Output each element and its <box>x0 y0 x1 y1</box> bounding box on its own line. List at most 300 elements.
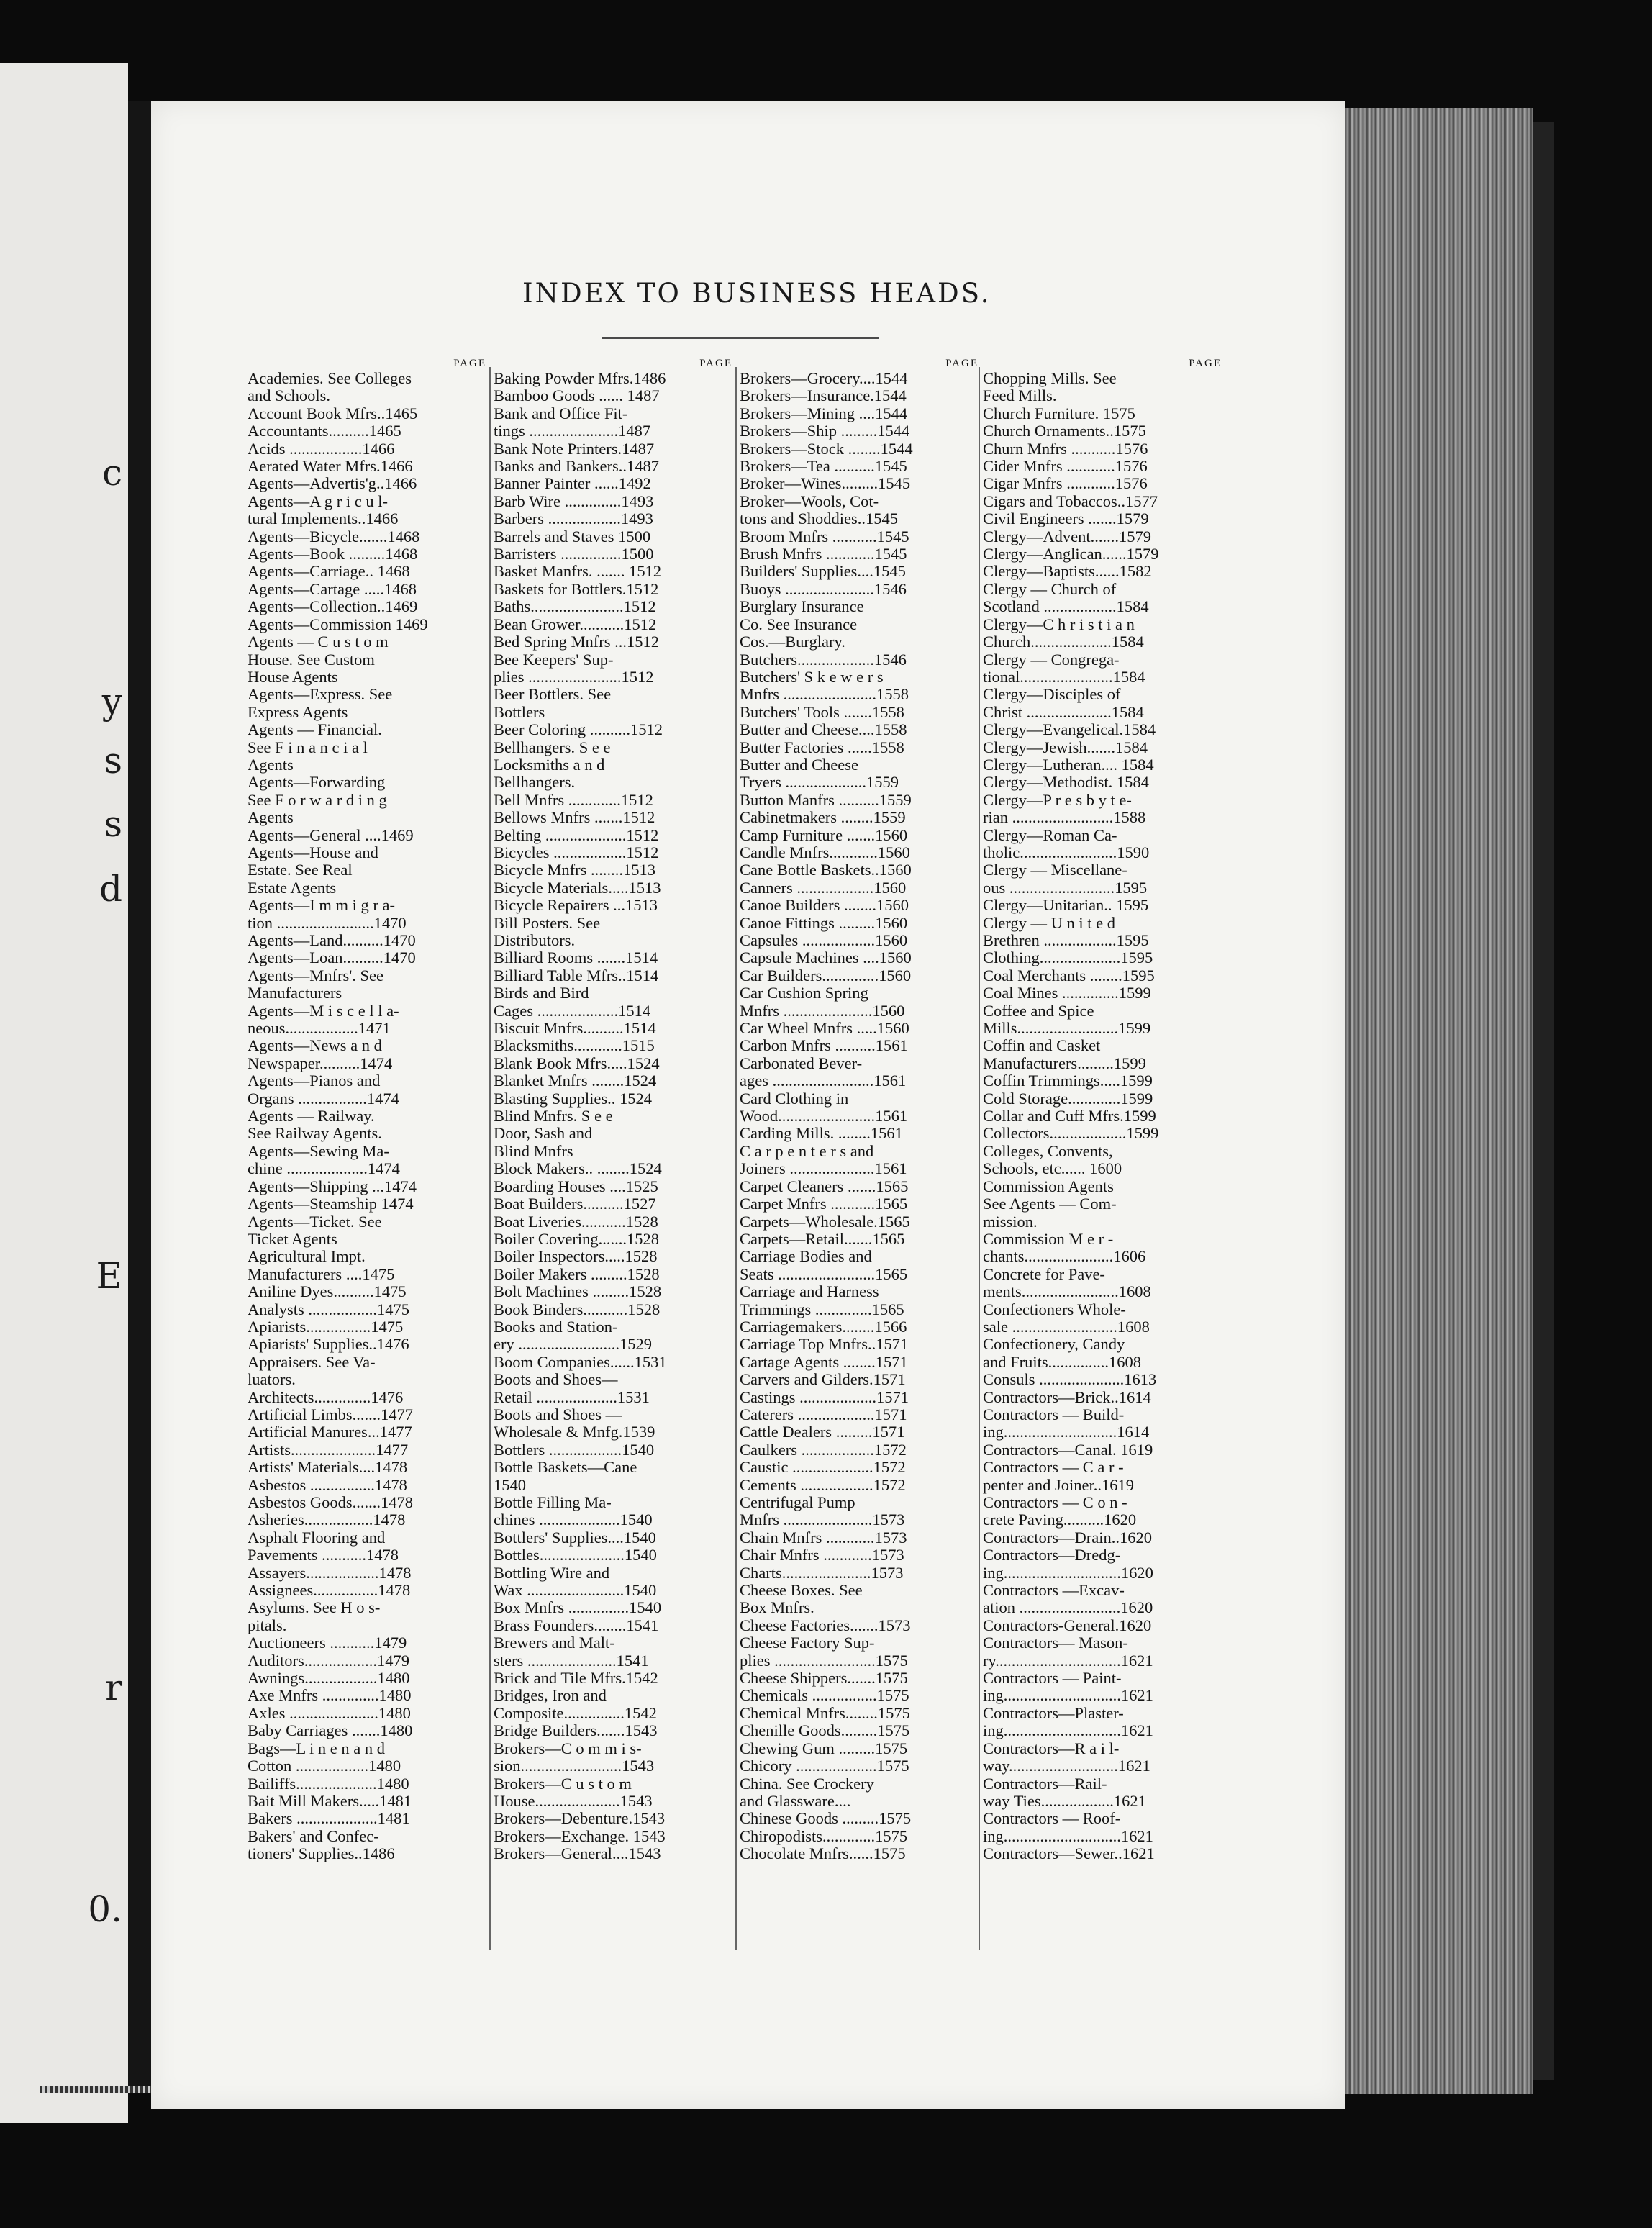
left-page-fragment: s <box>104 740 122 782</box>
index-entry: sale ..........................1608 <box>983 1318 1150 1336</box>
index-entry: Cane Bottle Baskets..1560 <box>740 861 912 879</box>
index-entry: Chinese Goods .........1575 <box>740 1810 912 1828</box>
index-entry: Barbers ..................1493 <box>494 510 653 528</box>
index-entry: Bellhangers. <box>494 774 576 792</box>
index-entry: Clothing....................1595 <box>983 949 1153 967</box>
index-entry: Cheese Shippers.......1575 <box>740 1670 908 1688</box>
index-entry: Bellhangers. S e e <box>494 738 611 756</box>
index-entry: Concrete for Pave- <box>983 1265 1105 1283</box>
index-entry: Axe Mnfrs ..............1480 <box>248 1687 412 1705</box>
index-entry: Bicycle Mnfrs ........1513 <box>494 861 655 879</box>
index-entry: Boarding Houses ....1525 <box>494 1177 658 1195</box>
index-entry: Brethren ..................1595 <box>983 932 1149 949</box>
index-entry: Contractors — Build- <box>983 1405 1125 1423</box>
page-column-label: PAGE <box>453 358 486 369</box>
index-entry: Commission M e r - <box>983 1230 1114 1248</box>
index-entry: Mnfrs ......................1560 <box>740 1002 905 1020</box>
index-entry: Charts......................1573 <box>740 1564 904 1582</box>
index-entry: ing.............................1621 <box>983 1687 1153 1705</box>
index-entry: Belting ....................1512 <box>494 826 659 844</box>
index-entry: Confectionery, Candy <box>983 1336 1125 1354</box>
page-column-label: PAGE <box>1189 358 1222 369</box>
index-entry: Bottles.....................1540 <box>494 1547 657 1564</box>
index-entry: Butter and Cheese....1558 <box>740 721 907 739</box>
index-entry: Chocolate Mnfrs......1575 <box>740 1845 906 1863</box>
left-page-fragment: 0. <box>88 1888 122 1930</box>
index-entry: Agents—Ticket. See <box>248 1213 382 1231</box>
index-entry: Auditors..................1479 <box>248 1652 409 1670</box>
index-entry: See Railway Agents. <box>248 1125 382 1143</box>
index-entry: Accountants..........1465 <box>248 422 401 440</box>
index-entry: Beer Coloring ..........1512 <box>494 721 663 739</box>
index-entry: Agents <box>248 756 294 774</box>
index-entry: Brokers—Debenture.1543 <box>494 1810 666 1828</box>
index-entry: Carpets—Retail.......1565 <box>740 1230 905 1248</box>
index-entry: Chair Mnfrs ............1573 <box>740 1547 904 1564</box>
index-entry: Butter Factories ......1558 <box>740 738 904 756</box>
index-entry: Agents—Forwarding <box>248 774 386 792</box>
index-entry: Button Manfrs ..........1559 <box>740 791 912 809</box>
index-entry: tioners' Supplies..1486 <box>248 1845 395 1863</box>
index-entry: Billiard Table Mfrs..1514 <box>494 966 659 984</box>
left-page-fragment: s <box>104 803 122 845</box>
index-entry: Organs .................1474 <box>248 1090 399 1108</box>
index-entry: Trimmings ..............1565 <box>740 1300 904 1318</box>
index-entry: Broker—Wools, Cot- <box>740 492 879 510</box>
index-entry: Broom Mnfrs ...........1545 <box>740 527 909 545</box>
index-entry: Churn Mnfrs ...........1576 <box>983 440 1148 458</box>
index-entry: ing.............................1620 <box>983 1564 1153 1582</box>
index-entry: Baths.......................1512 <box>494 598 656 616</box>
index-entry: Church Furniture. 1575 <box>983 404 1135 422</box>
index-entry: Cages ....................1514 <box>494 1002 651 1020</box>
index-entry: Brokers—General....1543 <box>494 1845 661 1863</box>
index-entry: Bakers' and Confec- <box>248 1827 379 1845</box>
index-column <box>983 357 1225 1863</box>
index-entry: Bailiffs....................1480 <box>248 1775 409 1793</box>
index-entry: Clergy—Roman Ca- <box>983 826 1117 844</box>
index-entry: Agents—Bicycle.......1468 <box>248 527 420 545</box>
index-entry: mission. <box>983 1213 1038 1231</box>
index-column <box>248 357 489 1863</box>
index-entry: Bottlers' Supplies....1540 <box>494 1529 656 1547</box>
index-entry: Books and Station- <box>494 1318 618 1336</box>
index-entry: Agents—Express. See <box>248 686 393 704</box>
index-entry: Architects..............1476 <box>248 1388 404 1406</box>
index-entry: Carpets—Wholesale.1565 <box>740 1213 910 1231</box>
index-entry: Coffin Trimmings.....1599 <box>983 1072 1153 1090</box>
index-entry: Boots and Shoes— <box>494 1371 618 1389</box>
index-entry: Block Makers.. ........1524 <box>494 1160 662 1178</box>
index-entry: Agents—Steamship 1474 <box>248 1195 414 1213</box>
index-entry: Consuls .....................1613 <box>983 1371 1157 1389</box>
column-divider <box>735 367 737 1950</box>
index-entry: Coal Mines ..............1599 <box>983 984 1151 1002</box>
index-entry: Apiarists................1475 <box>248 1318 404 1336</box>
index-entry: Boots and Shoes — <box>494 1405 622 1423</box>
index-entry: Chiropodists.............1575 <box>740 1827 908 1845</box>
index-entry: Beer Bottlers. See <box>494 686 612 704</box>
index-entry: Appraisers. See Va- <box>248 1353 376 1371</box>
index-entry: Agents—Advertis'g..1466 <box>248 475 417 493</box>
index-entry: pitals. <box>248 1616 287 1634</box>
index-entry: Aerated Water Mfrs.1466 <box>248 458 413 476</box>
index-entry: Brokers—C o m m i s- <box>494 1739 642 1757</box>
index-entry: Barb Wire ..............1493 <box>494 492 654 510</box>
index-entry: Chopping Mills. See <box>983 370 1117 387</box>
index-entry: sters ......................1541 <box>494 1652 649 1670</box>
index-entry: Chewing Gum .........1575 <box>740 1739 908 1757</box>
index-entry: Acids ..................1466 <box>248 440 395 458</box>
index-entry: Book Binders...........1528 <box>494 1300 661 1318</box>
index-entry: Bicycle Materials.....1513 <box>494 879 661 897</box>
index-entry: Carding Mills. ........1561 <box>740 1125 903 1143</box>
index-entry: Pavements ...........1478 <box>248 1547 399 1564</box>
index-entry: Bakers ....................1481 <box>248 1810 410 1828</box>
index-entry: Locksmiths a n d <box>494 756 605 774</box>
index-entry: House. See Custom <box>248 651 375 669</box>
index-entry: Bee Keepers' Sup- <box>494 651 614 669</box>
index-entry: China. See Crockery <box>740 1775 874 1793</box>
index-entry: Analysts .................1475 <box>248 1300 409 1318</box>
index-entry: Brokers—Insurance.1544 <box>740 387 907 405</box>
index-entry: Cheese Factory Sup- <box>740 1634 875 1652</box>
index-entry: Carbonated Bever- <box>740 1054 863 1072</box>
index-entry: and Fruits...............1608 <box>983 1353 1142 1371</box>
index-entry: ery .........................1529 <box>494 1336 652 1354</box>
index-entry: Brokers—C u s t o m <box>494 1775 632 1793</box>
index-entry: Baby Carriages .......1480 <box>248 1722 413 1740</box>
index-entry: Clergy—Lutheran.... 1584 <box>983 756 1154 774</box>
index-entry: Contractors — Roof- <box>983 1810 1121 1828</box>
index-entry: Bait Mill Makers.....1481 <box>248 1792 412 1810</box>
index-entry: ing.............................1621 <box>983 1722 1153 1740</box>
index-entry: Box Mnfrs. <box>740 1599 814 1617</box>
index-entry: Contractors-General.1620 <box>983 1616 1152 1634</box>
index-entry: Schools, etc...... 1600 <box>983 1160 1122 1178</box>
index-entry: Agents—Mnfrs'. See <box>248 966 384 984</box>
index-entry: Bags—L i n e n a n d <box>248 1739 386 1757</box>
index-entry: Confectioners Whole- <box>983 1300 1126 1318</box>
index-entry: Cold Storage.............1599 <box>983 1090 1153 1108</box>
index-entry: Collar and Cuff Mfrs.1599 <box>983 1108 1156 1126</box>
index-entry: Chenille Goods.........1575 <box>740 1722 910 1740</box>
index-entry: Axles ......................1480 <box>248 1704 411 1722</box>
index-entry: Asphalt Flooring and <box>248 1529 386 1547</box>
index-entry: way...........................1621 <box>983 1757 1150 1775</box>
index-entry: ments........................1608 <box>983 1283 1151 1301</box>
left-page-edge <box>0 63 128 2123</box>
index-entry: Co. See Insurance <box>740 615 858 633</box>
index-entry: Mills.........................1599 <box>983 1020 1151 1038</box>
index-entry: Butchers' Tools .......1558 <box>740 703 904 721</box>
index-entry: Brokers—Grocery....1544 <box>740 370 908 387</box>
index-entry: Manufacturers ....1475 <box>248 1265 395 1283</box>
index-entry: Tryers ....................1559 <box>740 774 899 792</box>
index-entry: Clergy—Anglican......1579 <box>983 545 1159 563</box>
index-entry: Contractors—Canal. 1619 <box>983 1441 1153 1459</box>
index-entry: Estate Agents <box>248 879 337 897</box>
index-entry: Bicycle Repairers ...1513 <box>494 897 658 915</box>
index-entry: Bottlers ..................1540 <box>494 1441 655 1459</box>
index-entry: Agents—Sewing Ma- <box>248 1142 389 1160</box>
index-entry: See F o r w a r d i n g <box>248 791 387 809</box>
left-page-fragment: c <box>101 452 122 494</box>
index-entry: rian .........................1588 <box>983 809 1146 827</box>
index-entry: Agricultural Impt. <box>248 1248 366 1266</box>
index-entry: Carpet Mnfrs ...........1565 <box>740 1195 908 1213</box>
index-entry: ry...............................1621 <box>983 1652 1153 1670</box>
index-entry: Contractors — C o n - <box>983 1494 1127 1511</box>
index-entry: Agents—Cartage .....1468 <box>248 580 417 598</box>
index-entry: Artists' Materials....1478 <box>248 1459 408 1477</box>
index-entry: Bicycles ..................1512 <box>494 843 659 861</box>
index-entry: Carriage Bodies and <box>740 1248 872 1266</box>
index-entry: Artificial Limbs.......1477 <box>248 1405 413 1423</box>
book-cover-edge <box>1533 122 1554 2080</box>
index-entry: Barristers ...............1500 <box>494 545 654 563</box>
index-entry: Caulkers ..................1572 <box>740 1441 907 1459</box>
index-entry: Boom Companies......1531 <box>494 1353 667 1371</box>
index-entry: way Ties..................1621 <box>983 1792 1146 1810</box>
index-entry: Biscuit Mnfrs..........1514 <box>494 1020 656 1038</box>
page-column-label: PAGE <box>699 358 732 369</box>
index-entry: Blanket Mnfrs ........1524 <box>494 1072 657 1090</box>
index-entry: Wax ........................1540 <box>494 1582 657 1600</box>
index-entry: Contractors —Excav- <box>983 1582 1125 1600</box>
index-entry: C a r p e n t e r s and <box>740 1142 874 1160</box>
index-entry: Chemicals ................1575 <box>740 1687 909 1705</box>
index-entry: Clergy—Evangelical.1584 <box>983 721 1156 739</box>
index-entry: Agents — Railway. <box>248 1108 375 1126</box>
index-entry: Builders' Supplies....1545 <box>740 563 906 581</box>
index-entry: Chain Mnfrs ............1573 <box>740 1529 907 1547</box>
index-entry: Agents—M i s c e l l a- <box>248 1002 399 1020</box>
index-entry: Boat Liveries...........1528 <box>494 1213 658 1231</box>
index-entry: luators. <box>248 1371 296 1389</box>
index-entry: Retail ....................1531 <box>494 1388 650 1406</box>
index-entry: Bank Note Printers.1487 <box>494 440 655 458</box>
index-entry: Contractors—R a i l- <box>983 1739 1120 1757</box>
index-entry: tings ......................1487 <box>494 422 651 440</box>
index-entry: Box Mnfrs ...............1540 <box>494 1599 662 1617</box>
index-entry: Bell Mnfrs .............1512 <box>494 791 653 809</box>
index-entry: Agents—Commission 1469 <box>248 615 428 633</box>
index-entry: ing............................1614 <box>983 1423 1150 1441</box>
index-entry: Contractors — C a r - <box>983 1459 1124 1477</box>
index-entry: Cements ..................1572 <box>740 1476 906 1494</box>
index-column <box>494 357 735 1863</box>
index-entry: tional.......................1584 <box>983 668 1145 686</box>
index-entry: Aniline Dyes..........1475 <box>248 1283 407 1301</box>
index-entry: Capsule Machines ....1560 <box>740 949 912 967</box>
index-entry: ous ..........................1595 <box>983 879 1148 897</box>
index-entry: Apiarists' Supplies..1476 <box>248 1336 409 1354</box>
page-column-label: PAGE <box>945 358 979 369</box>
index-entry: and Glassware.... <box>740 1792 851 1810</box>
index-entry: Cattle Dealers .........1571 <box>740 1423 905 1441</box>
index-entry: Bamboo Goods ...... 1487 <box>494 387 660 405</box>
index-entry: Cigar Mnfrs ............1576 <box>983 475 1148 493</box>
index-entry: Clergy—Advent.......1579 <box>983 527 1151 545</box>
index-entry: Car Cushion Spring <box>740 984 868 1002</box>
index-entry: Buoys ......................1546 <box>740 580 907 598</box>
index-entry: Banks and Bankers..1487 <box>494 458 659 476</box>
index-entry: Castings ...................1571 <box>740 1388 909 1406</box>
index-entry: Car Builders..............1560 <box>740 966 912 984</box>
index-entry: Brokers—Stock ........1544 <box>740 440 913 458</box>
index-entry: Coffin and Casket <box>983 1037 1101 1055</box>
index-entry: Contractors— Mason- <box>983 1634 1128 1652</box>
index-entry: Express Agents <box>248 703 348 721</box>
index-entry: See F i n a n c i a l <box>248 738 368 756</box>
index-entry: Clergy—Unitarian.. 1595 <box>983 897 1149 915</box>
index-entry: chine ....................1474 <box>248 1160 400 1178</box>
index-entry: Agents—General ....1469 <box>248 826 414 844</box>
index-entry: Bridge Builders.......1543 <box>494 1722 658 1740</box>
index-entry: tons and Shoddies..1545 <box>740 510 899 528</box>
index-entry: Capsules ..................1560 <box>740 932 908 949</box>
index-entry: 1540 <box>494 1476 526 1494</box>
index-entry: Baskets for Bottlers.1512 <box>494 580 659 598</box>
index-entry: Agents—Pianos and <box>248 1072 381 1090</box>
column-divider <box>489 367 491 1950</box>
index-entry: Agents—Collection..1469 <box>248 598 418 616</box>
index-entry: ing.............................1621 <box>983 1827 1153 1845</box>
index-entry: Contractors—Drain..1620 <box>983 1529 1152 1547</box>
index-entry: Ticket Agents <box>248 1230 337 1248</box>
index-entry: Cider Mnfrs ............1576 <box>983 458 1148 476</box>
index-entry: Church....................1584 <box>983 633 1144 651</box>
index-entry: Caustic ....................1572 <box>740 1459 906 1477</box>
index-entry: Brewers and Malt- <box>494 1634 615 1652</box>
index-entry: Butchers...................1546 <box>740 651 907 669</box>
index-entry: Contractors—Sewer..1621 <box>983 1845 1155 1863</box>
index-entry: plies .........................1575 <box>740 1652 908 1670</box>
index-entry: chants......................1606 <box>983 1248 1146 1266</box>
index-entry: sion.........................1543 <box>494 1757 655 1775</box>
index-entry: Chicory ....................1575 <box>740 1757 909 1775</box>
index-entry: penter and Joiner..1619 <box>983 1476 1134 1494</box>
index-entry: Brush Mnfrs ............1545 <box>740 545 907 563</box>
index-entry: Distributors. <box>494 932 576 949</box>
index-entry: House Agents <box>248 668 338 686</box>
index-entry: Carriagemakers........1566 <box>740 1318 907 1336</box>
index-entry: Joiners .....................1561 <box>740 1160 907 1178</box>
index-entry: Clergy — Miscellane- <box>983 861 1127 879</box>
index-entry: Carvers and Gilders.1571 <box>740 1371 906 1389</box>
index-entry: Awnings..................1480 <box>248 1670 410 1688</box>
index-entry: Coal Merchants ........1595 <box>983 966 1155 984</box>
index-entry: Asbestos ................1478 <box>248 1476 407 1494</box>
index-entry: chines ....................1540 <box>494 1511 653 1529</box>
index-entry: Agents — C u s t o m <box>248 633 389 651</box>
index-entry: neous..................1471 <box>248 1020 391 1038</box>
index-entry: Centrifugal Pump <box>740 1494 856 1511</box>
index-entry: Card Clothing in <box>740 1090 849 1108</box>
index-entry: Candle Mnfrs............1560 <box>740 843 910 861</box>
index-entry: Brokers—Ship .........1544 <box>740 422 910 440</box>
index-entry: Clergy — Church of <box>983 580 1117 598</box>
index-entry: Boat Builders..........1527 <box>494 1195 656 1213</box>
index-entry: Feed Mills. <box>983 387 1057 405</box>
left-page-fragment: r <box>105 1667 122 1708</box>
index-entry: Boiler Covering.......1528 <box>494 1230 659 1248</box>
index-entry: Clergy — Congrega- <box>983 651 1120 669</box>
index-entry: Brick and Tile Mfrs.1542 <box>494 1670 658 1688</box>
index-entry: Wholesale & Mnfg.1539 <box>494 1423 655 1441</box>
index-entry: Cos.—Burglary. <box>740 633 845 651</box>
index-entry: Asheries.................1478 <box>248 1511 406 1529</box>
index-entry: Brokers—Mining ....1544 <box>740 404 908 422</box>
index-entry: Bottling Wire and <box>494 1564 610 1582</box>
index-entry: Agents—News a n d <box>248 1037 382 1055</box>
index-entry: Birds and Bird <box>494 984 589 1002</box>
left-page-fragment: y <box>101 681 122 723</box>
index-entry: Assignees................1478 <box>248 1582 411 1600</box>
index-entry: Colleges, Convents, <box>983 1142 1113 1160</box>
index-entry: ation .........................1620 <box>983 1599 1153 1617</box>
index-entry: Clergy—Baptists......1582 <box>983 563 1152 581</box>
index-entry: Bank and Office Fit- <box>494 404 628 422</box>
index-entry: Bridges, Iron and <box>494 1687 607 1705</box>
index-entry: Blacksmiths............1515 <box>494 1037 655 1055</box>
index-entry: Brass Founders........1541 <box>494 1616 659 1634</box>
index-entry: Burglary Insurance <box>740 598 864 616</box>
index-entry: Basket Manfrs. ....... 1512 <box>494 563 662 581</box>
index-entry: Door, Sash and <box>494 1125 593 1143</box>
index-entry: Seats ........................1565 <box>740 1265 908 1283</box>
index-entry: Canoe Fittings .........1560 <box>740 914 908 932</box>
index-entry: Agents—A g r i c u l- <box>248 492 388 510</box>
index-entry: Civil Engineers .......1579 <box>983 510 1149 528</box>
index-entry: Clergy — U n i t e d <box>983 914 1115 932</box>
index-entry: Cigars and Tobaccos..1577 <box>983 492 1158 510</box>
index-entry: Boiler Makers .........1528 <box>494 1265 660 1283</box>
index-entry: Account Book Mfrs..1465 <box>248 404 418 422</box>
index-entry: Church Ornaments..1575 <box>983 422 1146 440</box>
index-entry: Asylums. See H o s- <box>248 1599 381 1617</box>
index-entry: Brokers—Tea ..........1545 <box>740 458 907 476</box>
index-entry: Agents—Carriage.. 1468 <box>248 563 410 581</box>
index-entry: Carriage and Harness <box>740 1283 879 1301</box>
index-entry: Clergy—Disciples of <box>983 686 1121 704</box>
index-entry: Agents—I m m i g r a- <box>248 897 395 915</box>
index-entry: Boiler Inspectors.....1528 <box>494 1248 658 1266</box>
index-entry: Scotland ..................1584 <box>983 598 1149 616</box>
index-entry: Cotton ..................1480 <box>248 1757 401 1775</box>
index-entry: Commission Agents <box>983 1177 1114 1195</box>
left-page-fragment: d <box>99 868 122 910</box>
index-entry: Bottle Baskets—Cane <box>494 1459 637 1477</box>
index-entry: Bolt Machines .........1528 <box>494 1283 662 1301</box>
index-entry: Agents — Financial. <box>248 721 382 739</box>
index-entry: Agents—Shipping ...1474 <box>248 1177 417 1195</box>
index-entry: plies .......................1512 <box>494 668 654 686</box>
index-entry: Newspaper..........1474 <box>248 1054 393 1072</box>
index-entry: Cheese Boxes. See <box>740 1582 863 1600</box>
index-entry: Artificial Manures...1477 <box>248 1423 412 1441</box>
index-entry: Mnfrs ......................1573 <box>740 1511 905 1529</box>
index-entry: tholic........................1590 <box>983 843 1150 861</box>
index-entry: Contractors — Paint- <box>983 1670 1122 1688</box>
index-entry: Broker—Wines.........1545 <box>740 475 911 493</box>
index-entry: Agents—Land..........1470 <box>248 932 416 949</box>
index-entry: Artists.....................1477 <box>248 1441 409 1459</box>
index-entry: Carriage Top Mnfrs..1571 <box>740 1336 909 1354</box>
index-entry: Baking Powder Mfrs.1486 <box>494 370 666 387</box>
index-entry: Billiard Rooms .......1514 <box>494 949 658 967</box>
